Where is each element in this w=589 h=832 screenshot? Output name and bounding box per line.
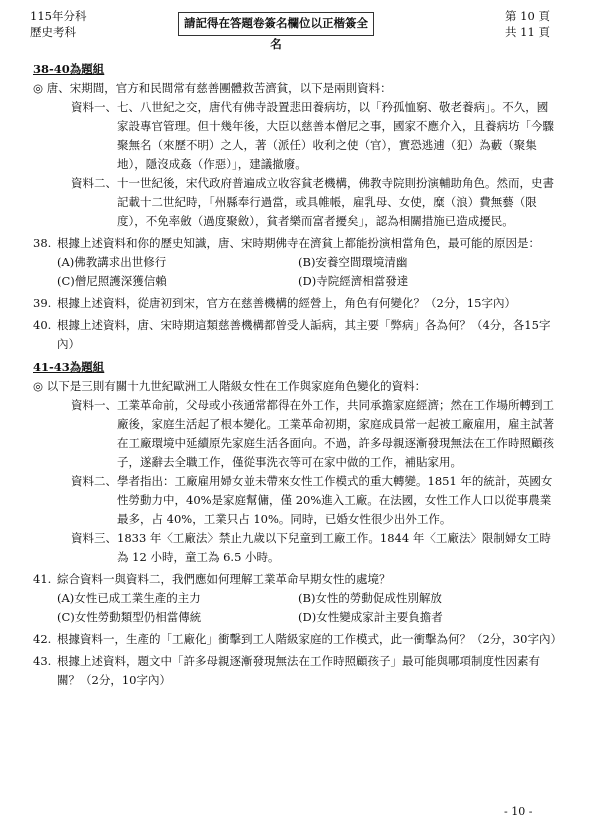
source-item	[33, 472, 563, 529]
question-43	[33, 652, 563, 690]
page-footer-number: - 10 -	[504, 805, 533, 818]
group-intro-41-43: ◎ 以下是三則有關十九世紀歐洲工人階級女性在工作與家庭角色變化的資料：	[33, 379, 427, 393]
question-38	[33, 234, 563, 253]
option-d: (D)女性變成家計主要負擔者	[298, 610, 443, 624]
question-number: 41.	[33, 572, 52, 586]
source-label: 資料二、	[71, 474, 117, 488]
question-number: 40.	[33, 318, 52, 332]
source-item	[33, 174, 563, 231]
source-label: 資料三、	[71, 531, 117, 545]
source-label: 資料一、	[71, 100, 117, 114]
option-a: (A)女性已成工業生產的主力	[57, 591, 201, 605]
source-item	[33, 529, 563, 567]
question-39	[33, 294, 563, 313]
exam-subject: 歷史考科	[30, 25, 76, 39]
question-text: 根據上述資料，題文中「許多母親逐漸發現無法在工作時照顧孩子」最可能與哪項制度性因素有關？（2分，10字內）	[57, 654, 540, 687]
question-text: 根據資料一，生產的「工廠化」衝擊到工人階級家庭的工作模式，此一衝擊為何？（2分，30字內）	[57, 632, 562, 646]
option-b: (B)安養空間環境清幽	[298, 255, 408, 269]
options-38	[57, 253, 563, 291]
source-text: 工業革命前，父母或小孩通常都得在外工作，共同承擔家庭經濟；然在工作場所轉到工廠後，家庭生活起了根本變化。工業革命初期，家庭成員常一起被工廠雇用，雇主試著在工廠環境中延續原先家庭生活各面向。不過，許多母親逐漸發現無法在工作時照顧孩子，遂辭去全職工作，僅從事洗衣等可在家中做的工作，補貼家用。	[117, 398, 554, 469]
source-label: 資料一、	[71, 398, 117, 412]
question-text: 根據上述資料，唐、宋時期這類慈善機構都曾受人詬病，其主要「弊病」各為何？（4分，各15字內）	[57, 318, 551, 351]
option-b: (B)女性的勞動促成性別解放	[298, 591, 442, 605]
exam-year-subject: 115年分科	[30, 9, 87, 23]
total-pages-label: 共 11 頁	[505, 25, 550, 39]
option-d: (D)寺院經濟相當發達	[298, 274, 409, 288]
options-41	[57, 589, 563, 627]
question-41	[33, 570, 563, 589]
question-text: 根據上述資料，從唐初到宋，官方在慈善機構的經營上，角色有何變化？（2分，15字內）	[57, 296, 516, 310]
source-text: 1833 年〈工廠法〉禁止九歲以下兒童到工廠工作。1844 年〈工廠法〉限制婦女工時為 12 小時，童工為 6.5 小時。	[117, 531, 551, 564]
exam-content	[33, 60, 563, 690]
source-item	[33, 98, 563, 174]
question-number: 43.	[33, 654, 52, 668]
question-number: 39.	[33, 296, 52, 310]
question-number: 38.	[33, 236, 52, 250]
exam-header-right	[505, 8, 550, 40]
option-a: (A)佛教講求出世修行	[57, 255, 167, 269]
source-text: 十一世紀後，宋代政府普遍成立收容貧老機構，佛教寺院則扮演輔助角色。然而，史書記載十二世紀時，「州縣奉行過當，或具帷帳，雇乳母、女使，糜（浪）費無藝（限度），不免率斂（過度聚斂），貧者樂而富者擾矣」，認為相關措施已造成擾民。	[117, 176, 554, 228]
source-item	[33, 396, 563, 472]
source-label: 資料二、	[71, 176, 117, 190]
question-42	[33, 630, 563, 649]
option-c: (C)女性勞動類型仍相當傳統	[57, 610, 202, 624]
group-intro-38-40: ◎ 唐、宋期間，官方和民間常有慈善團體救苦濟貧，以下是兩則資料：	[33, 81, 392, 95]
group-label-41-43: 41-43為題組	[33, 360, 105, 374]
source-text: 七、八世紀之交，唐代有佛寺設置悲田養病坊，以「矜孤恤窮、敬老養病」。不久，國家設專官管理。但十幾年後，大臣以慈善本僧尼之事，國家不應介入，且養病坊「今驟聚無名（來歷不明）之人，著（派任）收利之使（官），實恐逃逋（犯）為藪（聚集地），隱沒成姦（作惡）」，建議撤廢。	[117, 100, 554, 171]
exam-header-left	[30, 8, 86, 40]
page-number-label: 第 10 頁	[505, 9, 550, 23]
option-c: (C)僧尼照護深獲信賴	[57, 274, 167, 288]
source-text: 學者指出：工廠雇用婦女並未帶來女性工作模式的重大轉變。1851 年的統計，英國女性勞動力中，40%是家庭幫傭，僅 20%進入工廠。在法國，女性工作人口以從事農業最多，占 40%，工業只占 10%。同時，已婚女性很少出外工作。	[117, 474, 553, 526]
signature-notice-box: 請記得在答題卷簽名欄位以正楷簽全名	[178, 12, 374, 36]
question-text: 綜合資料一與資料二，我們應如何理解工業革命早期女性的處境？	[57, 572, 391, 586]
question-40	[33, 316, 563, 354]
question-text: 根據上述資料和你的歷史知識，唐、宋時期佛寺在濟貧上都能扮演相當角色，最可能的原因是：	[57, 236, 540, 250]
group-label-38-40: 38-40為題組	[33, 62, 105, 76]
question-number: 42.	[33, 632, 52, 646]
